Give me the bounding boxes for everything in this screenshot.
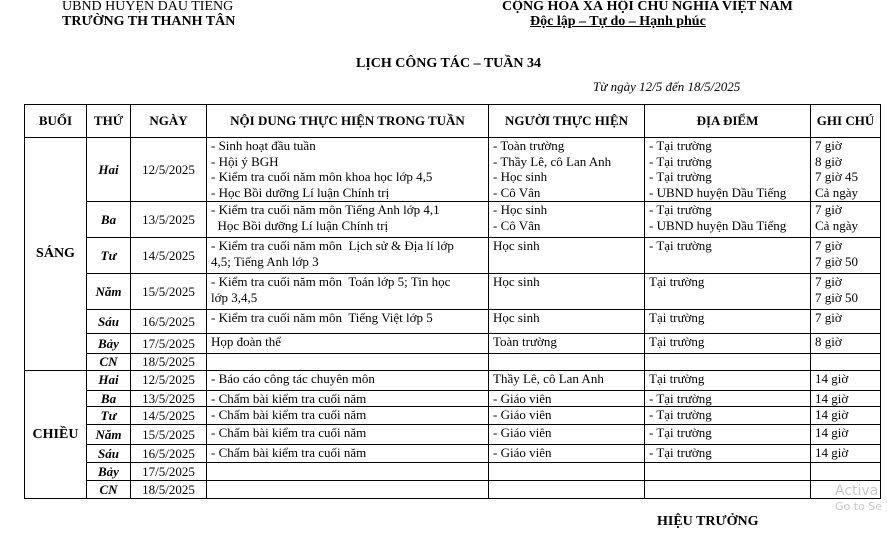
content-line: Họp đoàn thể: [211, 334, 282, 349]
note-cell: [811, 390, 881, 407]
place-line: Tại trường: [649, 334, 705, 349]
person-line: - Cô Vân: [493, 217, 541, 233]
content-line: - Kiểm tra cuối năm môn Lịch sử & Địa lí lớp: [211, 238, 454, 253]
place-cell: [645, 425, 811, 445]
person-cell: [489, 370, 645, 390]
content-cell: [207, 481, 489, 499]
person-cell: [489, 310, 645, 334]
content-line: - Chấm bài kiểm tra cuối năm: [211, 390, 367, 406]
table-row: [25, 202, 881, 238]
person-line: - Thầy Lê, cô Lan Anh: [493, 153, 612, 169]
day-cell: Sáu: [87, 310, 131, 334]
person-cell: [489, 238, 645, 274]
content-line: lớp 3,4,5: [211, 289, 258, 305]
table-row: [25, 354, 881, 371]
header-school: TRƯỜNG TH THANH TÂN: [62, 14, 236, 29]
content-line: - Kiểm tra cuối năm môn Toán lớp 5; Tin học: [211, 274, 451, 289]
note-cell: [811, 310, 881, 334]
person-line: - Cô Vân: [493, 184, 541, 200]
note-line: 14 giờ: [815, 390, 849, 406]
signature-title: HIỆU TRƯỞNG: [657, 514, 759, 529]
note-cell: [811, 202, 881, 238]
note-line: Cả ngày: [815, 217, 858, 233]
table-row: [25, 390, 881, 407]
person-line: - Giáo viên: [493, 425, 552, 440]
person-line: - Toàn trường: [493, 138, 565, 153]
table-row: [25, 407, 881, 425]
table-row: [25, 370, 881, 390]
col-day: THỨ: [87, 105, 131, 138]
date-cell: 16/5/2025: [131, 445, 207, 463]
day-cell: Năm: [87, 425, 131, 445]
content-cell: [207, 425, 489, 445]
col-note: GHI CHÚ: [811, 105, 881, 138]
date-cell: 14/5/2025: [131, 407, 207, 425]
day-cell: CN: [87, 354, 131, 371]
content-cell: [207, 407, 489, 425]
content-cell: [207, 354, 489, 371]
person-cell: [489, 407, 645, 425]
date-cell: 18/5/2025: [131, 481, 207, 499]
note-cell: [811, 370, 881, 390]
day-cell: Bảy: [87, 334, 131, 354]
table-row: [25, 238, 881, 274]
col-session: BUỔI: [25, 105, 87, 138]
table-row: [25, 334, 881, 354]
person-line: - Giáo viên: [493, 390, 552, 406]
person-line: - Giáo viên: [493, 407, 552, 422]
date-cell: 15/5/2025: [131, 425, 207, 445]
day-cell: Ba: [87, 202, 131, 238]
note-cell: [811, 445, 881, 463]
day-cell: Hai: [87, 370, 131, 390]
content-cell: [207, 390, 489, 407]
content-line: - Báo cáo công tác chuyên môn: [211, 370, 375, 386]
watermark-line-2: Go to Se: [835, 500, 883, 513]
place-line: Tại trường: [649, 370, 705, 386]
note-cell: [811, 354, 881, 371]
date-cell: 13/5/2025: [131, 390, 207, 407]
day-cell: Hai: [87, 138, 131, 202]
note-line: 14 giờ: [815, 370, 849, 386]
content-line: - Kiểm tra cuối năm môn Tiếng Việt lớp 5: [211, 310, 433, 325]
place-line: Tại trường: [649, 274, 705, 289]
watermark-line-1: Activa: [835, 483, 879, 499]
note-cell: [811, 407, 881, 425]
place-cell: [645, 354, 811, 371]
content-line: - Kiểm tra cuối năm môn khoa học lớp 4,5: [211, 169, 433, 184]
place-line: - Tại trường: [649, 407, 712, 422]
table-row: [25, 138, 881, 202]
date-cell: 14/5/2025: [131, 238, 207, 274]
header-nation: CỘNG HOÀ XÃ HỘI CHỦ NGHĨA VIỆT NAM: [502, 0, 793, 14]
person-cell: [489, 425, 645, 445]
place-cell: [645, 481, 811, 499]
date-range: Từ ngày 12/5 đến 18/5/2025: [593, 79, 741, 94]
day-cell: Bảy: [87, 463, 131, 481]
note-line: 7 giờ: [815, 310, 842, 325]
afternoon-session-label: CHIỀU: [25, 370, 87, 499]
place-line: - Tại trường: [649, 202, 712, 217]
content-cell: [207, 370, 489, 390]
place-line: - Tại trường: [649, 169, 712, 184]
person-cell: [489, 274, 645, 310]
content-cell: [207, 202, 489, 238]
day-cell: CN: [87, 481, 131, 499]
note-cell: [811, 238, 881, 274]
header-org: UBND HUYỆN DẦU TIẾNG: [62, 0, 234, 14]
person-line: - Giáo viên: [493, 445, 552, 460]
note-line: 7 giờ: [815, 138, 842, 153]
date-cell: 18/5/2025: [131, 354, 207, 371]
person-line: Học sinh: [493, 274, 540, 289]
person-cell: [489, 202, 645, 238]
table-row: [25, 425, 881, 445]
date-cell: 12/5/2025: [131, 370, 207, 390]
person-line: - Học sinh: [493, 169, 548, 184]
content-line: - Sinh hoạt đầu tuần: [211, 138, 316, 153]
day-cell: Tư: [87, 238, 131, 274]
date-cell: 16/5/2025: [131, 310, 207, 334]
content-line: - Chấm bài kiểm tra cuối năm: [211, 425, 367, 440]
page-title: LỊCH CÔNG TÁC – TUẦN 34: [356, 56, 542, 71]
note-line: 7 giờ: [815, 274, 842, 289]
note-line: 7 giờ 45: [815, 169, 858, 184]
note-line: 14 giờ: [815, 445, 849, 460]
place-cell: [645, 334, 811, 354]
note-line: 8 giờ: [815, 153, 842, 169]
col-person: NGƯỜI THỰC HIỆN: [489, 105, 645, 138]
activation-watermark: [835, 484, 882, 514]
place-line: - Tại trường: [649, 425, 712, 440]
content-line: 4,5; Tiếng Anh lớp 3: [211, 253, 319, 269]
note-line: 7 giờ: [815, 202, 842, 217]
place-line: - Tại trường: [649, 138, 712, 153]
day-cell: Năm: [87, 274, 131, 310]
person-cell: [489, 334, 645, 354]
note-line: 7 giờ 50: [815, 253, 858, 269]
date-cell: 17/5/2025: [131, 334, 207, 354]
date-cell: 13/5/2025: [131, 202, 207, 238]
place-cell: [645, 370, 811, 390]
person-cell: [489, 138, 645, 202]
col-content: NỘI DUNG THỰC HIỆN TRONG TUẦN: [207, 105, 489, 138]
day-cell: Sáu: [87, 445, 131, 463]
content-cell: [207, 463, 489, 481]
person-line: - Học sinh: [493, 202, 548, 217]
place-line: - UBND huyện Dầu Tiếng: [649, 217, 787, 233]
table-header-row: [25, 105, 881, 138]
place-cell: [645, 202, 811, 238]
place-line: - Tại trường: [649, 238, 712, 253]
place-cell: [645, 274, 811, 310]
content-cell: [207, 445, 489, 463]
content-line: - Học Bồi dưỡng Lí luận Chính trị: [211, 184, 390, 200]
note-line: 7 giờ 50: [815, 289, 858, 305]
place-line: - Tại trường: [649, 390, 712, 406]
place-cell: [645, 238, 811, 274]
col-date: NGÀY: [131, 105, 207, 138]
header-motto: Độc lập – Tự do – Hạnh phúc: [530, 14, 706, 29]
person-cell: [489, 354, 645, 371]
place-cell: [645, 463, 811, 481]
note-line: Cả ngày: [815, 184, 858, 200]
table-row: [25, 463, 881, 481]
place-line: - Tại trường: [649, 153, 712, 169]
note-line: 14 giờ: [815, 407, 849, 422]
person-cell: [489, 390, 645, 407]
content-line: - Hội ý BGH: [211, 153, 279, 169]
person-line: Thầy Lê, cô Lan Anh: [493, 370, 604, 386]
person-cell: [489, 445, 645, 463]
place-line: - UBND huyện Dầu Tiếng: [649, 184, 787, 200]
date-cell: 17/5/2025: [131, 463, 207, 481]
note-cell: [811, 334, 881, 354]
content-cell: [207, 310, 489, 334]
content-line: - Kiểm tra cuối năm môn Tiếng Anh lớp 4,1: [211, 202, 440, 217]
day-cell: Tư: [87, 407, 131, 425]
content-line: Học Bồi dưỡng Lí luận Chính trị: [211, 217, 389, 233]
morning-session-label: SÁNG: [25, 138, 87, 371]
note-cell: [811, 138, 881, 202]
place-cell: [645, 310, 811, 334]
place-cell: [645, 138, 811, 202]
col-place: ĐỊA ĐIỂM: [645, 105, 811, 138]
content-cell: [207, 274, 489, 310]
table-row: [25, 481, 881, 499]
person-line: Toàn trường: [493, 334, 557, 349]
day-cell: Ba: [87, 390, 131, 407]
content-line: - Chấm bài kiểm tra cuối năm: [211, 407, 367, 422]
person-line: Học sinh: [493, 310, 540, 325]
note-line: 14 giờ: [815, 425, 849, 440]
place-cell: [645, 390, 811, 407]
place-line: - Tại trường: [649, 445, 712, 460]
note-cell: [811, 425, 881, 445]
table-row: [25, 310, 881, 334]
note-cell: [811, 274, 881, 310]
content-cell: [207, 334, 489, 354]
schedule-table: [24, 104, 881, 499]
table-row: [25, 445, 881, 463]
note-cell: [811, 463, 881, 481]
place-line: Tại trường: [649, 310, 705, 325]
content-cell: [207, 138, 489, 202]
person-cell: [489, 481, 645, 499]
place-cell: [645, 407, 811, 425]
person-line: Học sinh: [493, 238, 540, 253]
note-line: 8 giờ: [815, 334, 842, 349]
person-cell: [489, 463, 645, 481]
table-row: [25, 274, 881, 310]
note-line: 7 giờ: [815, 238, 842, 253]
place-cell: [645, 445, 811, 463]
date-cell: 12/5/2025: [131, 138, 207, 202]
content-line: - Chấm bài kiểm tra cuối năm: [211, 445, 367, 460]
date-cell: 15/5/2025: [131, 274, 207, 310]
content-cell: [207, 238, 489, 274]
